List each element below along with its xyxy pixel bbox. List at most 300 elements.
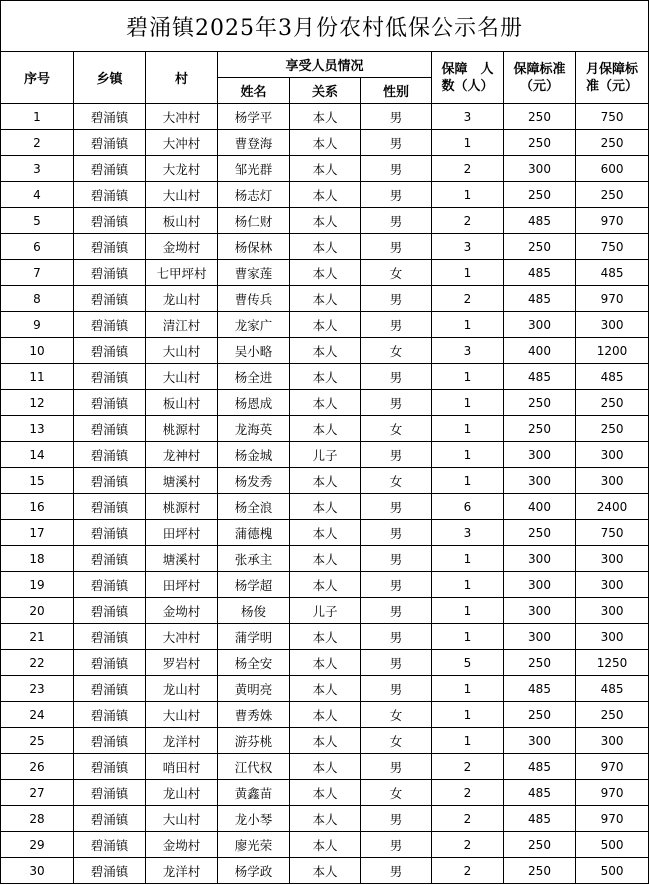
cell-standard: 250 (504, 650, 576, 676)
cell-index: 12 (1, 390, 74, 416)
cell-count: 3 (432, 234, 504, 260)
cell-village: 龙洋村 (146, 858, 218, 884)
cell-index: 8 (1, 286, 74, 312)
table-row (1, 728, 649, 754)
cell-relation: 本人 (290, 286, 361, 312)
table-row (1, 338, 649, 364)
cell-village: 田坪村 (146, 520, 218, 546)
cell-township: 碧涌镇 (74, 858, 146, 884)
table-row (1, 780, 649, 806)
cell-name: 曹家莲 (218, 260, 290, 286)
cell-village: 大冲村 (146, 104, 218, 130)
cell-village: 板山村 (146, 390, 218, 416)
cell-index: 5 (1, 208, 74, 234)
col-header-count (432, 52, 504, 104)
cell-township: 碧涌镇 (74, 468, 146, 494)
cell-index: 14 (1, 442, 74, 468)
cell-gender: 男 (361, 390, 432, 416)
cell-index: 17 (1, 520, 74, 546)
cell-name: 杨志灯 (218, 182, 290, 208)
cell-monthly: 750 (576, 234, 649, 260)
cell-village: 塘溪村 (146, 546, 218, 572)
table-row (1, 546, 649, 572)
cell-standard: 300 (504, 546, 576, 572)
cell-count: 1 (432, 676, 504, 702)
cell-count: 3 (432, 104, 504, 130)
table-row (1, 416, 649, 442)
cell-township: 碧涌镇 (74, 780, 146, 806)
cell-name: 杨全浪 (218, 494, 290, 520)
cell-monthly: 1200 (576, 338, 649, 364)
cell-township: 碧涌镇 (74, 624, 146, 650)
cell-standard: 400 (504, 494, 576, 520)
cell-township: 碧涌镇 (74, 442, 146, 468)
cell-gender: 女 (361, 338, 432, 364)
cell-name: 龙小琴 (218, 806, 290, 832)
cell-gender: 男 (361, 624, 432, 650)
cell-gender: 男 (361, 364, 432, 390)
cell-standard: 250 (504, 182, 576, 208)
cell-monthly: 485 (576, 364, 649, 390)
cell-monthly: 970 (576, 780, 649, 806)
cell-monthly: 500 (576, 832, 649, 858)
cell-village: 龙洋村 (146, 728, 218, 754)
cell-gender: 男 (361, 650, 432, 676)
cell-monthly: 970 (576, 208, 649, 234)
cell-village: 龙神村 (146, 442, 218, 468)
cell-index: 27 (1, 780, 74, 806)
cell-index: 26 (1, 754, 74, 780)
cell-name: 张承主 (218, 546, 290, 572)
cell-monthly: 250 (576, 130, 649, 156)
cell-township: 碧涌镇 (74, 702, 146, 728)
cell-relation: 本人 (290, 390, 361, 416)
cell-township: 碧涌镇 (74, 312, 146, 338)
cell-count: 1 (432, 624, 504, 650)
cell-count: 2 (432, 156, 504, 182)
cell-gender: 男 (361, 598, 432, 624)
cell-township: 碧涌镇 (74, 338, 146, 364)
cell-monthly: 250 (576, 182, 649, 208)
table-row (1, 104, 649, 130)
table-row (1, 468, 649, 494)
cell-index: 9 (1, 312, 74, 338)
cell-count: 2 (432, 832, 504, 858)
col-header-beneficiary-group: 享受人员情况 (218, 52, 432, 78)
cell-gender: 男 (361, 546, 432, 572)
cell-village: 桃源村 (146, 416, 218, 442)
cell-monthly: 300 (576, 572, 649, 598)
cell-gender: 女 (361, 468, 432, 494)
cell-count: 1 (432, 702, 504, 728)
cell-township: 碧涌镇 (74, 676, 146, 702)
cell-monthly: 485 (576, 676, 649, 702)
cell-standard: 485 (504, 780, 576, 806)
cell-monthly: 300 (576, 598, 649, 624)
cell-relation: 本人 (290, 364, 361, 390)
cell-relation: 本人 (290, 494, 361, 520)
cell-monthly: 300 (576, 468, 649, 494)
cell-name: 吴小略 (218, 338, 290, 364)
table-row (1, 806, 649, 832)
cell-name: 邹光群 (218, 156, 290, 182)
cell-relation: 本人 (290, 546, 361, 572)
cell-gender: 男 (361, 156, 432, 182)
cell-township: 碧涌镇 (74, 754, 146, 780)
table-row (1, 260, 649, 286)
cell-count: 2 (432, 858, 504, 884)
table-row (1, 286, 649, 312)
cell-village: 金坳村 (146, 598, 218, 624)
cell-standard: 300 (504, 442, 576, 468)
cell-name: 杨全进 (218, 364, 290, 390)
cell-standard: 250 (504, 104, 576, 130)
cell-gender: 女 (361, 260, 432, 286)
cell-standard: 485 (504, 806, 576, 832)
cell-index: 16 (1, 494, 74, 520)
cell-township: 碧涌镇 (74, 546, 146, 572)
cell-relation: 本人 (290, 858, 361, 884)
cell-name: 曹传兵 (218, 286, 290, 312)
cell-gender: 男 (361, 754, 432, 780)
cell-monthly: 300 (576, 624, 649, 650)
cell-count: 2 (432, 806, 504, 832)
cell-gender: 男 (361, 832, 432, 858)
cell-relation: 本人 (290, 182, 361, 208)
cell-township: 碧涌镇 (74, 598, 146, 624)
cell-standard: 485 (504, 676, 576, 702)
table-row (1, 130, 649, 156)
col-header-standard (504, 52, 576, 104)
table-row (1, 598, 649, 624)
cell-relation: 本人 (290, 650, 361, 676)
cell-township: 碧涌镇 (74, 806, 146, 832)
cell-village: 大冲村 (146, 130, 218, 156)
cell-name: 龙海英 (218, 416, 290, 442)
cell-index: 11 (1, 364, 74, 390)
cell-name: 杨恩成 (218, 390, 290, 416)
cell-monthly: 750 (576, 520, 649, 546)
cell-name: 黄鑫苗 (218, 780, 290, 806)
col-header-township: 乡镇 (74, 52, 146, 104)
cell-name: 杨全安 (218, 650, 290, 676)
cell-index: 18 (1, 546, 74, 572)
cell-count: 1 (432, 416, 504, 442)
cell-gender: 男 (361, 286, 432, 312)
cell-village: 龙山村 (146, 286, 218, 312)
col-header-monthly (576, 52, 649, 104)
cell-relation: 本人 (290, 234, 361, 260)
cell-monthly: 750 (576, 104, 649, 130)
cell-monthly: 300 (576, 312, 649, 338)
cell-index: 10 (1, 338, 74, 364)
cell-index: 21 (1, 624, 74, 650)
col-header-name: 姓名 (218, 78, 290, 104)
cell-village: 桃源村 (146, 494, 218, 520)
cell-gender: 男 (361, 494, 432, 520)
cell-gender: 男 (361, 806, 432, 832)
cell-name: 杨学政 (218, 858, 290, 884)
cell-township: 碧涌镇 (74, 130, 146, 156)
cell-index: 29 (1, 832, 74, 858)
cell-standard: 250 (504, 234, 576, 260)
cell-village: 大冲村 (146, 624, 218, 650)
col-header-monthly-line2: 准（元） (586, 78, 639, 94)
cell-gender: 男 (361, 858, 432, 884)
cell-village: 罗岩村 (146, 650, 218, 676)
cell-township: 碧涌镇 (74, 234, 146, 260)
cell-relation: 本人 (290, 520, 361, 546)
table-row (1, 676, 649, 702)
cell-standard: 400 (504, 338, 576, 364)
cell-monthly: 300 (576, 442, 649, 468)
cell-count: 1 (432, 598, 504, 624)
cell-index: 28 (1, 806, 74, 832)
table-row (1, 494, 649, 520)
cell-index: 22 (1, 650, 74, 676)
cell-township: 碧涌镇 (74, 520, 146, 546)
cell-village: 金坳村 (146, 832, 218, 858)
cell-count: 6 (432, 494, 504, 520)
cell-township: 碧涌镇 (74, 832, 146, 858)
cell-relation: 本人 (290, 702, 361, 728)
cell-monthly: 970 (576, 754, 649, 780)
cell-relation: 本人 (290, 806, 361, 832)
cell-monthly: 500 (576, 858, 649, 884)
cell-index: 13 (1, 416, 74, 442)
cell-gender: 男 (361, 130, 432, 156)
col-header-standard-line2: （元） (519, 78, 559, 94)
cell-name: 杨保林 (218, 234, 290, 260)
cell-township: 碧涌镇 (74, 260, 146, 286)
cell-relation: 本人 (290, 416, 361, 442)
cell-monthly: 250 (576, 702, 649, 728)
table-row (1, 572, 649, 598)
cell-village: 龙山村 (146, 676, 218, 702)
cell-standard: 485 (504, 286, 576, 312)
cell-village: 塘溪村 (146, 468, 218, 494)
table-row (1, 364, 649, 390)
cell-standard: 485 (504, 260, 576, 286)
cell-count: 1 (432, 182, 504, 208)
cell-standard: 250 (504, 416, 576, 442)
cell-standard: 300 (504, 624, 576, 650)
cell-gender: 男 (361, 442, 432, 468)
cell-monthly: 300 (576, 546, 649, 572)
cell-standard: 300 (504, 572, 576, 598)
cell-gender: 女 (361, 780, 432, 806)
col-header-village: 村 (146, 52, 218, 104)
cell-name: 游芬桃 (218, 728, 290, 754)
table-row (1, 208, 649, 234)
cell-village: 大山村 (146, 338, 218, 364)
cell-relation: 本人 (290, 208, 361, 234)
cell-gender: 女 (361, 702, 432, 728)
cell-village: 大山村 (146, 806, 218, 832)
cell-index: 4 (1, 182, 74, 208)
cell-index: 30 (1, 858, 74, 884)
cell-village: 金坳村 (146, 234, 218, 260)
cell-count: 1 (432, 546, 504, 572)
cell-monthly: 250 (576, 390, 649, 416)
col-header-standard-line1: 保障标准 (513, 61, 566, 77)
cell-standard: 250 (504, 390, 576, 416)
cell-name: 杨学超 (218, 572, 290, 598)
cell-monthly: 970 (576, 286, 649, 312)
cell-standard: 485 (504, 364, 576, 390)
cell-index: 2 (1, 130, 74, 156)
col-header-relation: 关系 (290, 78, 361, 104)
cell-count: 1 (432, 130, 504, 156)
cell-standard: 485 (504, 208, 576, 234)
cell-standard: 250 (504, 858, 576, 884)
cell-name: 杨金城 (218, 442, 290, 468)
cell-index: 23 (1, 676, 74, 702)
cell-relation: 本人 (290, 468, 361, 494)
cell-name: 龙家广 (218, 312, 290, 338)
cell-township: 碧涌镇 (74, 728, 146, 754)
cell-name: 蒲德槐 (218, 520, 290, 546)
cell-township: 碧涌镇 (74, 156, 146, 182)
cell-gender: 男 (361, 312, 432, 338)
cell-name: 杨仁财 (218, 208, 290, 234)
cell-relation: 本人 (290, 156, 361, 182)
cell-index: 1 (1, 104, 74, 130)
cell-village: 大山村 (146, 364, 218, 390)
table-row (1, 442, 649, 468)
cell-relation: 本人 (290, 728, 361, 754)
cell-index: 3 (1, 156, 74, 182)
cell-count: 1 (432, 728, 504, 754)
col-header-monthly-line1: 月保障标 (586, 61, 639, 77)
cell-relation: 本人 (290, 624, 361, 650)
table-row (1, 702, 649, 728)
cell-count: 2 (432, 286, 504, 312)
cell-township: 碧涌镇 (74, 364, 146, 390)
cell-gender: 男 (361, 104, 432, 130)
cell-index: 25 (1, 728, 74, 754)
cell-name: 曹登海 (218, 130, 290, 156)
cell-name: 曹秀姝 (218, 702, 290, 728)
cell-standard: 300 (504, 728, 576, 754)
cell-village: 哨田村 (146, 754, 218, 780)
cell-village: 大山村 (146, 182, 218, 208)
cell-count: 2 (432, 780, 504, 806)
cell-township: 碧涌镇 (74, 572, 146, 598)
cell-standard: 300 (504, 598, 576, 624)
cell-monthly: 1250 (576, 650, 649, 676)
cell-standard: 300 (504, 468, 576, 494)
cell-relation: 本人 (290, 572, 361, 598)
table-row (1, 624, 649, 650)
cell-village: 龙山村 (146, 780, 218, 806)
cell-name: 廖光荣 (218, 832, 290, 858)
cell-standard: 250 (504, 520, 576, 546)
cell-count: 1 (432, 572, 504, 598)
cell-relation: 本人 (290, 104, 361, 130)
col-header-count-line1: 保障 人 (441, 61, 494, 77)
cell-standard: 250 (504, 702, 576, 728)
table-row (1, 754, 649, 780)
cell-township: 碧涌镇 (74, 104, 146, 130)
cell-standard: 300 (504, 156, 576, 182)
cell-count: 1 (432, 390, 504, 416)
cell-township: 碧涌镇 (74, 182, 146, 208)
cell-index: 15 (1, 468, 74, 494)
cell-relation: 本人 (290, 260, 361, 286)
col-header-gender: 性别 (361, 78, 432, 104)
cell-relation: 本人 (290, 754, 361, 780)
cell-monthly: 485 (576, 260, 649, 286)
cell-gender: 男 (361, 234, 432, 260)
cell-name: 蒲学明 (218, 624, 290, 650)
cell-village: 板山村 (146, 208, 218, 234)
cell-index: 20 (1, 598, 74, 624)
cell-monthly: 300 (576, 728, 649, 754)
table-row (1, 234, 649, 260)
cell-count: 1 (432, 364, 504, 390)
cell-village: 大龙村 (146, 156, 218, 182)
cell-relation: 本人 (290, 780, 361, 806)
cell-township: 碧涌镇 (74, 390, 146, 416)
page-title: 碧涌镇2025年3月份农村低保公示名册 (1, 1, 649, 52)
cell-village: 七甲坪村 (146, 260, 218, 286)
cell-index: 7 (1, 260, 74, 286)
table-row (1, 832, 649, 858)
cell-name: 杨发秀 (218, 468, 290, 494)
cell-count: 1 (432, 312, 504, 338)
table-row (1, 858, 649, 884)
cell-standard: 250 (504, 130, 576, 156)
cell-standard: 485 (504, 754, 576, 780)
cell-monthly: 600 (576, 156, 649, 182)
table-row (1, 390, 649, 416)
table-row (1, 156, 649, 182)
cell-gender: 男 (361, 572, 432, 598)
table-row (1, 520, 649, 546)
cell-relation: 儿子 (290, 598, 361, 624)
cell-standard: 250 (504, 832, 576, 858)
cell-count: 5 (432, 650, 504, 676)
cell-relation: 本人 (290, 676, 361, 702)
cell-relation: 儿子 (290, 442, 361, 468)
cell-relation: 本人 (290, 130, 361, 156)
cell-name: 江代权 (218, 754, 290, 780)
cell-index: 19 (1, 572, 74, 598)
cell-monthly: 970 (576, 806, 649, 832)
cell-village: 田坪村 (146, 572, 218, 598)
cell-relation: 本人 (290, 832, 361, 858)
col-header-count-line2: 数（人） (441, 78, 494, 94)
cell-monthly: 250 (576, 416, 649, 442)
cell-village: 清江村 (146, 312, 218, 338)
col-header-index: 序号 (1, 52, 74, 104)
cell-township: 碧涌镇 (74, 286, 146, 312)
table-row (1, 182, 649, 208)
cell-relation: 本人 (290, 338, 361, 364)
cell-gender: 女 (361, 728, 432, 754)
cell-count: 1 (432, 260, 504, 286)
cell-name: 杨学平 (218, 104, 290, 130)
table-row (1, 312, 649, 338)
cell-count: 2 (432, 754, 504, 780)
cell-count: 1 (432, 442, 504, 468)
cell-name: 杨俊 (218, 598, 290, 624)
cell-count: 1 (432, 468, 504, 494)
table-row (1, 650, 649, 676)
cell-gender: 男 (361, 676, 432, 702)
cell-standard: 300 (504, 312, 576, 338)
